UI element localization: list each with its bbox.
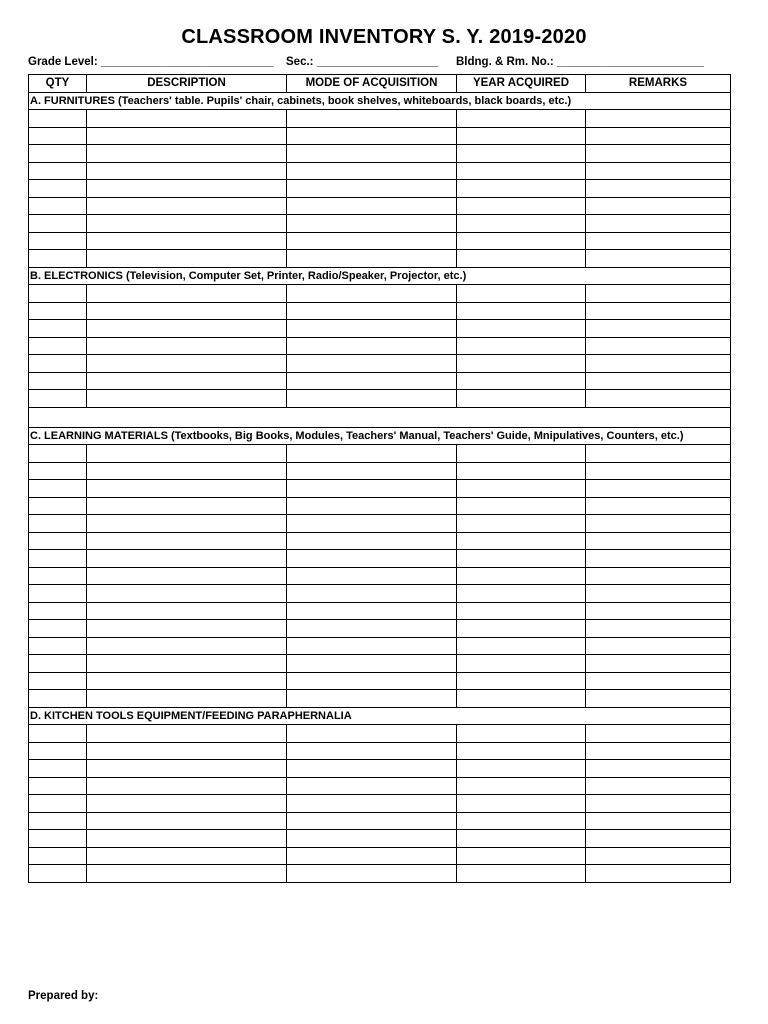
cell-description[interactable]: [87, 637, 287, 655]
cell-mode[interactable]: [287, 865, 457, 883]
cell-remarks[interactable]: [586, 480, 731, 498]
table-row: [29, 655, 731, 673]
cell-remarks[interactable]: [586, 127, 731, 145]
table-row: [29, 497, 731, 515]
cell-qty[interactable]: [29, 445, 87, 463]
cell-description[interactable]: [87, 337, 287, 355]
cell-mode[interactable]: [287, 250, 457, 268]
cell-description[interactable]: [87, 162, 287, 180]
cell-description[interactable]: [87, 865, 287, 883]
cell-year[interactable]: [457, 445, 586, 463]
table-row: [29, 865, 731, 883]
cell-mode[interactable]: [287, 320, 457, 338]
table-row: [29, 847, 731, 865]
cell-description[interactable]: [87, 127, 287, 145]
cell-year[interactable]: [457, 110, 586, 128]
cell-year[interactable]: [457, 515, 586, 533]
cell-description[interactable]: [87, 812, 287, 830]
cell-description[interactable]: [87, 690, 287, 708]
cell-remarks[interactable]: [586, 162, 731, 180]
cell-mode[interactable]: [287, 480, 457, 498]
cell-remarks[interactable]: [586, 567, 731, 585]
cell-mode[interactable]: [287, 232, 457, 250]
table-row: [29, 180, 731, 198]
cell-qty[interactable]: [29, 127, 87, 145]
cell-year[interactable]: [457, 127, 586, 145]
page-title: CLASSROOM INVENTORY S. Y. 2019-2020: [181, 26, 587, 48]
cell-year[interactable]: [457, 250, 586, 268]
cell-remarks[interactable]: [586, 637, 731, 655]
cell-year[interactable]: [457, 302, 586, 320]
cell-remarks[interactable]: [586, 585, 731, 603]
table-row: [29, 812, 731, 830]
cell-year[interactable]: [457, 690, 586, 708]
cell-year[interactable]: [457, 672, 586, 690]
cell-remarks[interactable]: [586, 110, 731, 128]
cell-description[interactable]: [87, 462, 287, 480]
cell-qty[interactable]: [29, 812, 87, 830]
cell-mode[interactable]: [287, 725, 457, 743]
cell-year[interactable]: [457, 285, 586, 303]
cell-description[interactable]: [87, 725, 287, 743]
cell-mode[interactable]: [287, 162, 457, 180]
cell-qty[interactable]: [29, 337, 87, 355]
cell-qty[interactable]: [29, 515, 87, 533]
cell-description[interactable]: [87, 145, 287, 163]
cell-remarks[interactable]: [586, 795, 731, 813]
table-body: [29, 92, 731, 882]
cell-mode[interactable]: [287, 390, 457, 408]
grade-level-field[interactable]: Grade Level: ___________________________: [28, 56, 274, 68]
cell-year[interactable]: [457, 620, 586, 638]
cell-remarks[interactable]: [586, 337, 731, 355]
cell-mode[interactable]: [287, 655, 457, 673]
cell-description[interactable]: [87, 602, 287, 620]
cell-qty[interactable]: [29, 532, 87, 550]
cell-qty[interactable]: [29, 742, 87, 760]
cell-remarks[interactable]: [586, 232, 731, 250]
cell-description[interactable]: [87, 372, 287, 390]
cell-qty[interactable]: [29, 567, 87, 585]
cell-qty[interactable]: [29, 655, 87, 673]
cell-description[interactable]: [87, 480, 287, 498]
cell-mode[interactable]: [287, 795, 457, 813]
cell-remarks[interactable]: [586, 830, 731, 848]
cell-description[interactable]: [87, 355, 287, 373]
cell-remarks[interactable]: [586, 285, 731, 303]
cell-mode[interactable]: [287, 690, 457, 708]
cell-mode[interactable]: [287, 637, 457, 655]
cell-remarks[interactable]: [586, 760, 731, 778]
cell-year[interactable]: [457, 655, 586, 673]
table-row: [29, 672, 731, 690]
cell-qty[interactable]: [29, 110, 87, 128]
cell-remarks[interactable]: [586, 550, 731, 568]
cell-description[interactable]: [87, 620, 287, 638]
table-row: [29, 620, 731, 638]
table-row: [29, 372, 731, 390]
table-row: [29, 232, 731, 250]
cell-remarks[interactable]: [586, 372, 731, 390]
section-b-label: B. ELECTRONICS (Television, Computer Set, Printer, Radio/Speaker, Projector, etc.): [29, 267, 731, 285]
cell-description[interactable]: [87, 215, 287, 233]
cell-qty[interactable]: [29, 215, 87, 233]
cell-year[interactable]: [457, 585, 586, 603]
cell-mode[interactable]: [287, 830, 457, 848]
cell-year[interactable]: [457, 355, 586, 373]
cell-mode[interactable]: [287, 285, 457, 303]
cell-mode[interactable]: [287, 620, 457, 638]
table-row: [29, 830, 731, 848]
cell-year[interactable]: [457, 320, 586, 338]
cell-qty[interactable]: [29, 760, 87, 778]
table-row: [29, 445, 731, 463]
cell-year[interactable]: [457, 550, 586, 568]
cell-description[interactable]: [87, 497, 287, 515]
cell-qty[interactable]: [29, 830, 87, 848]
cell-description[interactable]: [87, 180, 287, 198]
table-row: [29, 760, 731, 778]
cell-remarks[interactable]: [586, 390, 731, 408]
cell-qty[interactable]: [29, 777, 87, 795]
cell-qty[interactable]: [29, 302, 87, 320]
cell-remarks[interactable]: [586, 812, 731, 830]
cell-qty[interactable]: [29, 585, 87, 603]
cell-description[interactable]: [87, 550, 287, 568]
cell-mode[interactable]: [287, 127, 457, 145]
cell-mode[interactable]: [287, 847, 457, 865]
cell-qty[interactable]: [29, 637, 87, 655]
cell-remarks[interactable]: [586, 215, 731, 233]
cell-remarks[interactable]: [586, 777, 731, 795]
cell-remarks[interactable]: [586, 355, 731, 373]
cell-year[interactable]: [457, 760, 586, 778]
table-row: [29, 690, 731, 708]
prepared-by-label: Prepared by:: [28, 990, 99, 1002]
cell-year[interactable]: [457, 215, 586, 233]
inventory-table: [28, 74, 731, 883]
cell-description[interactable]: [87, 445, 287, 463]
table-row: [29, 302, 731, 320]
cell-qty[interactable]: [29, 672, 87, 690]
cell-remarks[interactable]: [586, 865, 731, 883]
table-row: [29, 462, 731, 480]
cell-year[interactable]: [457, 725, 586, 743]
cell-remarks[interactable]: [586, 197, 731, 215]
cell-description[interactable]: [87, 320, 287, 338]
table-row: [29, 602, 731, 620]
table-row: [29, 197, 731, 215]
column-header-remarks: REMARKS: [586, 75, 731, 93]
cell-qty[interactable]: [29, 690, 87, 708]
cell-description[interactable]: [87, 742, 287, 760]
cell-remarks[interactable]: [586, 462, 731, 480]
table-row: [29, 355, 731, 373]
info-line: [28, 56, 740, 72]
cell-qty[interactable]: [29, 847, 87, 865]
cell-year[interactable]: [457, 847, 586, 865]
cell-remarks[interactable]: [586, 532, 731, 550]
table-row: [29, 110, 731, 128]
cell-remarks[interactable]: [586, 320, 731, 338]
cell-remarks[interactable]: [586, 497, 731, 515]
cell-remarks[interactable]: [586, 515, 731, 533]
cell-qty[interactable]: [29, 497, 87, 515]
cell-year[interactable]: [457, 602, 586, 620]
cell-year[interactable]: [457, 372, 586, 390]
table-row: [29, 725, 731, 743]
cell-qty[interactable]: [29, 320, 87, 338]
cell-year[interactable]: [457, 162, 586, 180]
column-header-mode: MODE OF ACQUISITION: [287, 75, 457, 93]
cell-mode[interactable]: [287, 145, 457, 163]
cell-year[interactable]: [457, 232, 586, 250]
section-row-b: [29, 267, 731, 285]
cell-qty[interactable]: [29, 480, 87, 498]
cell-mode[interactable]: [287, 110, 457, 128]
table-row: [29, 320, 731, 338]
table-row: [29, 795, 731, 813]
column-header-description: DESCRIPTION: [87, 75, 287, 93]
column-header-year: YEAR ACQUIRED: [457, 75, 586, 93]
cell-year[interactable]: [457, 337, 586, 355]
cell-year[interactable]: [457, 197, 586, 215]
cell-year[interactable]: [457, 532, 586, 550]
cell-mode[interactable]: [287, 567, 457, 585]
cell-qty[interactable]: [29, 372, 87, 390]
table-row: [29, 515, 731, 533]
table-row: [29, 532, 731, 550]
cell-year[interactable]: [457, 567, 586, 585]
header-row: [29, 75, 731, 93]
cell-mode[interactable]: [287, 302, 457, 320]
table-row: [29, 162, 731, 180]
cell-mode[interactable]: [287, 197, 457, 215]
cell-qty[interactable]: [29, 250, 87, 268]
cell-description[interactable]: [87, 232, 287, 250]
cell-qty[interactable]: [29, 162, 87, 180]
building-room-field[interactable]: Bldng. & Rm. No.: _______________________: [456, 56, 705, 68]
cell-year[interactable]: [457, 497, 586, 515]
cell-remarks[interactable]: [586, 742, 731, 760]
cell-qty[interactable]: [29, 602, 87, 620]
table-row: [29, 250, 731, 268]
cell-mode[interactable]: [287, 602, 457, 620]
cell-mode[interactable]: [287, 355, 457, 373]
section-a-label: A. FURNITURES (Teachers' table. Pupils' chair, cabinets, book shelves, whiteboards, black boards, etc.): [29, 92, 731, 110]
cell-remarks[interactable]: [586, 602, 731, 620]
spacer-row: [29, 407, 731, 427]
section-row-c: [29, 427, 731, 445]
section-c-label: C. LEARNING MATERIALS (Textbooks, Big Books, Modules, Teachers' Manual, Teachers' Guide, Mnipulatives, Counters, etc.): [29, 427, 731, 445]
cell-description[interactable]: [87, 285, 287, 303]
table-row: [29, 777, 731, 795]
table-row: [29, 337, 731, 355]
cell-qty[interactable]: [29, 355, 87, 373]
cell-remarks[interactable]: [586, 672, 731, 690]
cell-remarks[interactable]: [586, 847, 731, 865]
cell-description[interactable]: [87, 197, 287, 215]
cell-description[interactable]: [87, 515, 287, 533]
column-header-qty: QTY: [29, 75, 87, 93]
cell-mode[interactable]: [287, 672, 457, 690]
cell-remarks[interactable]: [586, 690, 731, 708]
cell-year[interactable]: [457, 830, 586, 848]
cell-year[interactable]: [457, 480, 586, 498]
cell-year[interactable]: [457, 462, 586, 480]
cell-mode[interactable]: [287, 462, 457, 480]
cell-qty[interactable]: [29, 180, 87, 198]
cell-year[interactable]: [457, 390, 586, 408]
cell-description[interactable]: [87, 777, 287, 795]
cell-qty[interactable]: [29, 232, 87, 250]
cell-mode[interactable]: [287, 812, 457, 830]
cell-mode[interactable]: [287, 760, 457, 778]
table-row: [29, 637, 731, 655]
cell-description[interactable]: [87, 847, 287, 865]
cell-description[interactable]: [87, 672, 287, 690]
cell-description[interactable]: [87, 795, 287, 813]
cell-year[interactable]: [457, 742, 586, 760]
cell-qty[interactable]: [29, 865, 87, 883]
cell-mode[interactable]: [287, 550, 457, 568]
cell-mode[interactable]: [287, 585, 457, 603]
cell-year[interactable]: [457, 145, 586, 163]
section-field[interactable]: Sec.: ___________________: [286, 56, 439, 68]
table-row: [29, 550, 731, 568]
table-row: [29, 742, 731, 760]
cell-qty[interactable]: [29, 725, 87, 743]
cell-mode[interactable]: [287, 445, 457, 463]
cell-remarks[interactable]: [586, 655, 731, 673]
cell-remarks[interactable]: [586, 180, 731, 198]
cell-year[interactable]: [457, 637, 586, 655]
cell-description[interactable]: [87, 830, 287, 848]
cell-qty[interactable]: [29, 462, 87, 480]
cell-qty[interactable]: [29, 390, 87, 408]
cell-year[interactable]: [457, 795, 586, 813]
table-row: [29, 145, 731, 163]
table-row: [29, 567, 731, 585]
section-d-label: D. KITCHEN TOOLS EQUIPMENT/FEEDING PARAPHERNALIA: [29, 707, 731, 725]
section-row-a: [29, 92, 731, 110]
cell-mode[interactable]: [287, 742, 457, 760]
table-row: [29, 585, 731, 603]
table-row: [29, 390, 731, 408]
cell-qty[interactable]: [29, 197, 87, 215]
cell-mode[interactable]: [287, 180, 457, 198]
table-row: [29, 480, 731, 498]
cell-remarks[interactable]: [586, 145, 731, 163]
cell-description[interactable]: [87, 302, 287, 320]
cell-mode[interactable]: [287, 215, 457, 233]
cell-description[interactable]: [87, 390, 287, 408]
cell-mode[interactable]: [287, 497, 457, 515]
cell-remarks[interactable]: [586, 725, 731, 743]
cell-mode[interactable]: [287, 515, 457, 533]
cell-remarks[interactable]: [586, 445, 731, 463]
cell-mode[interactable]: [287, 777, 457, 795]
cell-qty[interactable]: [29, 550, 87, 568]
cell-year[interactable]: [457, 777, 586, 795]
cell-description[interactable]: [87, 110, 287, 128]
table-row: [29, 285, 731, 303]
cell-mode[interactable]: [287, 372, 457, 390]
cell-description[interactable]: [87, 760, 287, 778]
cell-description[interactable]: [87, 567, 287, 585]
cell-remarks[interactable]: [586, 620, 731, 638]
cell-qty[interactable]: [29, 795, 87, 813]
cell-remarks[interactable]: [586, 302, 731, 320]
cell-qty[interactable]: [29, 620, 87, 638]
cell-description[interactable]: [87, 585, 287, 603]
cell-qty[interactable]: [29, 285, 87, 303]
cell-description[interactable]: [87, 250, 287, 268]
cell-qty[interactable]: [29, 145, 87, 163]
table-row: [29, 215, 731, 233]
cell-year[interactable]: [457, 865, 586, 883]
spacer-cell: [29, 407, 731, 427]
section-row-d: [29, 707, 731, 725]
table-row: [29, 127, 731, 145]
cell-year[interactable]: [457, 180, 586, 198]
cell-year[interactable]: [457, 812, 586, 830]
cell-mode[interactable]: [287, 532, 457, 550]
cell-description[interactable]: [87, 532, 287, 550]
cell-mode[interactable]: [287, 337, 457, 355]
cell-description[interactable]: [87, 655, 287, 673]
cell-remarks[interactable]: [586, 250, 731, 268]
